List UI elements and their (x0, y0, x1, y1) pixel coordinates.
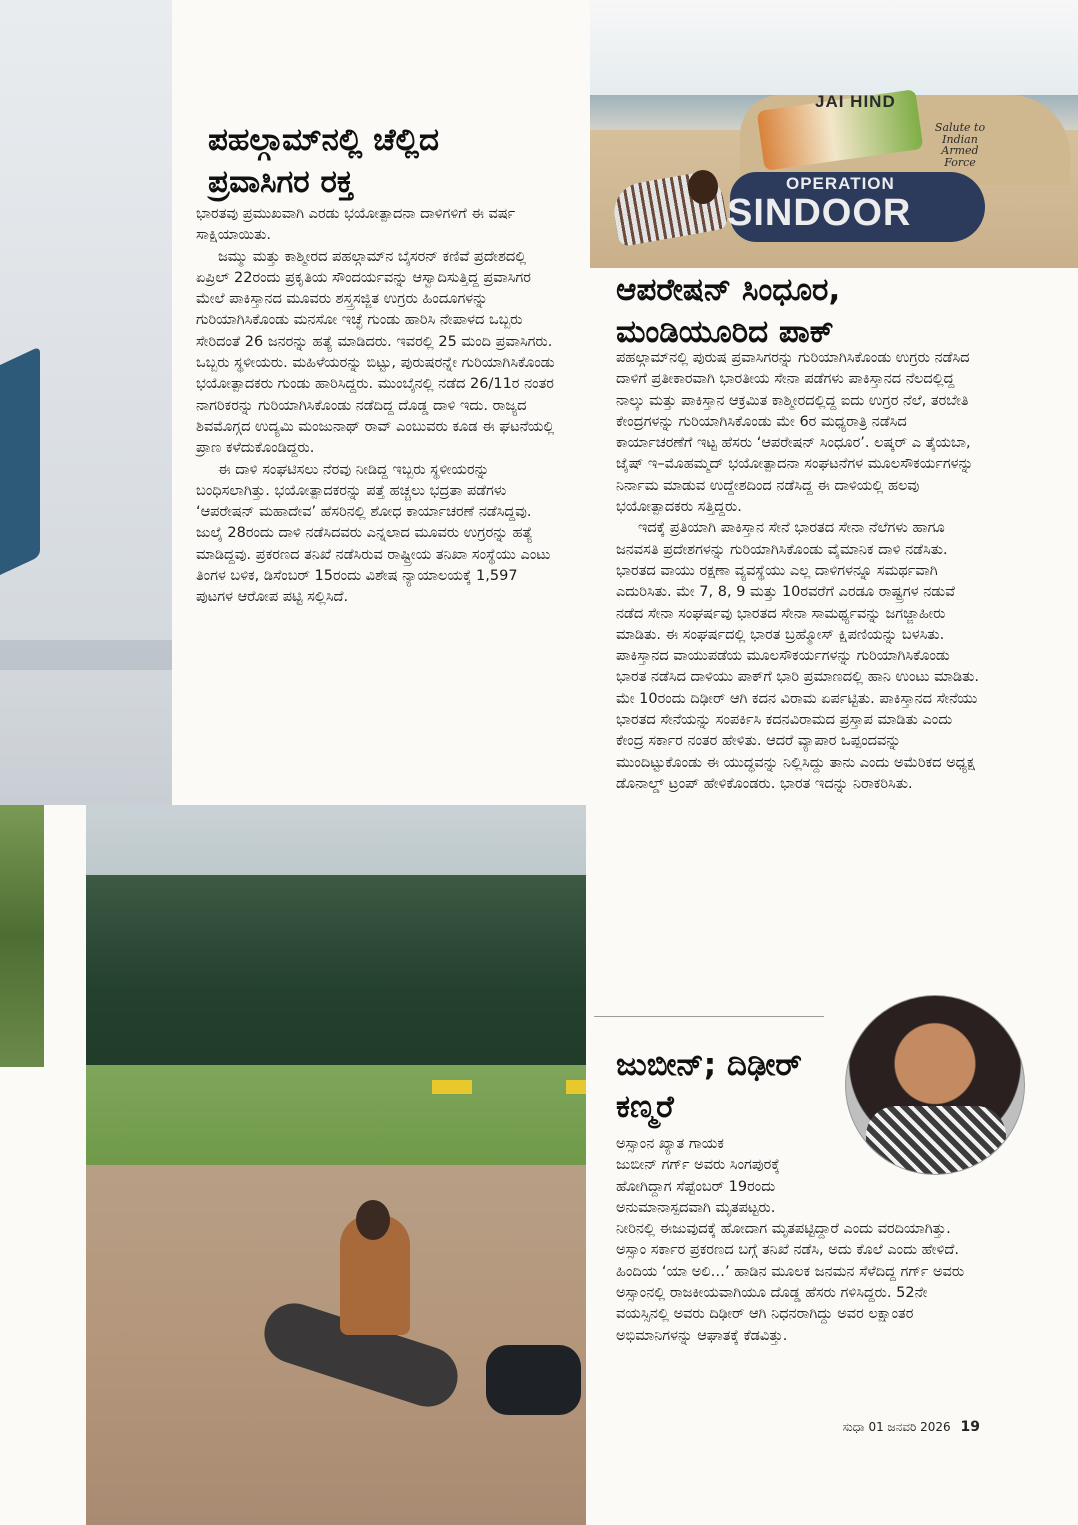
headline-line: ಪಹಲ್ಗಾಮ್‌ನಲ್ಲಿ ಚೆಲ್ಲಿದ (208, 122, 440, 158)
sand-art-salute: Salute to Indian Armed Force (934, 121, 986, 169)
paragraph: ಈ ದಾಳಿ ಸಂಘಟಿಸಲು ನೆರವು ನೀಡಿದ್ದ ಇಬ್ಬರು ಸ್ಥಳೀಯರನ್ನು ಬಂಧಿಸಲಾಗಿತ್ತು. ಭಯೋತ್ಪಾದಕರನ್ನು ಪತ್ತೆ ಹಚ್ಚಲು ಭದ್ರತಾ ಪಡೆಗಳು ‘ಆಪರೇಷನ್ ಮಹಾದೇವ’ ಹೆಸರಿನಲ್ಲಿ ಶೋಧ ಕಾರ್ಯಾಚರಣೆ ನಡೆಸಿದ್ದವು. ಜುಲೈ 28ರಂದು ದಾಳಿ ನಡೆಸಿದವರು ಎನ್ನಲಾದ ಮೂವರು ಉಗ್ರರನ್ನು ಹತ್ಯೆ ಮಾಡಿದ್ದವು. ಪ್ರಕರಣದ ತನಿಖೆ ನಡೆಸಿರುವ ರಾಷ್ಟ್ರೀಯ ತನಿಖಾ ಸಂಸ್ಥೆಯು ಎಂಟು ತಿಂಗಳ ಬಳಿಕ, ಡಿಸೆಂಬರ್ 15ರಂದು ವಿಶೇಷ ನ್ಯಾಯಾಲಯಕ್ಕೆ 1,597 ಪುಟಗಳ ಆರೋಪ ಪಟ್ಟಿ ಸಲ್ಲಿಸಿದೆ. (196, 461, 551, 606)
headline-line: ಆಪರೇಷನ್ ಸಿಂಧೂರ, (616, 272, 841, 308)
operation-sindoor-sand-art-photo (590, 0, 1078, 268)
photo-blue-shape (0, 346, 40, 593)
article-operation-sindoor (616, 270, 1056, 354)
article-zubeen (616, 1045, 836, 1129)
photo-band (0, 640, 172, 670)
yellow-tent (566, 1080, 586, 1094)
pahalgam-valley-photo (86, 805, 586, 1525)
left-trees-photo-fragment (0, 805, 44, 1067)
paragraph: ಭಾರತವು ಪ್ರಮುಖವಾಗಿ ಎರಡು ಭಯೋತ್ಪಾದನಾ ದಾಳಿಗಳಿಗೆ ಈ ವರ್ಷ ಸಾಕ್ಷಿಯಾಯಿತು. (196, 206, 516, 244)
paragraph: ಪಹಲ್ಗಾಮ್‌ನಲ್ಲಿ ಪುರುಷ ಪ್ರವಾಸಿಗರನ್ನು ಗುರಿಯಾಗಿಸಿಕೊಂಡು ಉಗ್ರರು ನಡೆಸಿದ ದಾಳಿಗೆ ಪ್ರತೀಕಾರವಾಗಿ ಭಾರತೀಯ ಸೇನಾ ಪಡೆಗಳು ಪಾಕಿಸ್ತಾನದ ನೆಲದಲ್ಲಿದ್ದ ನಾಲ್ಕು ಮತ್ತು ಪಾಕಿಸ್ತಾನ ಆಕ್ರಮಿತ ಕಾಶ್ಮೀರದಲ್ಲಿದ್ದ ಐದು ಉಗ್ರರ ನೆಲೆ, ತರಬೇತಿ ಕೇಂದ್ರಗಳನ್ನು ಗುರಿಯಾಗಿಸಿಕೊಂಡು ಮೇ 6ರ ಮಧ್ಯರಾತ್ರಿ ನಡೆಸಿದ ಕಾರ್ಯಾಚರಣೆಗೆ ಇಟ್ಟ ಹೆಸರು ‘ಆಪರೇಷನ್ ಸಿಂಧೂರ’. ಲಷ್ಕರ್ ಎ ತೈಯಬಾ, ಜೈಷ್ ಇ–ಮೊಹಮ್ಮದ್ ಭಯೋತ್ಪಾದನಾ ಸಂಘಟನೆಗಳ ಮೂಲಸೌಕರ್ಯಗಳನ್ನು ನಿರ್ನಾಮ ಮಾಡುವ ಉದ್ದೇಶದಿಂದ ನಡೆಸಿದ್ದ ಈ ದಾಳಿಯಲ್ಲಿ ಹಲವು ಭಯೋತ್ಪಾದಕರು ಸತ್ತಿದ್ದರು. (616, 350, 974, 516)
paragraph: ಜಮ್ಮು ಮತ್ತು ಕಾಶ್ಮೀರದ ಪಹಲ್ಗಾಮ್‌ನ ಬೈಸರನ್ ಕಣಿವೆ ಪ್ರದೇಶದಲ್ಲಿ ಏಪ್ರಿಲ್ 22ರಂದು ಪ್ರಕೃತಿಯ ಸೌಂದರ್ಯವನ್ನು ಆಸ್ವಾದಿಸುತ್ತಿದ್ದ ಪ್ರವಾಸಿಗರ ಮೇಲೆ ಪಾಕಿಸ್ತಾನದ ಮೂವರು ಶಸ್ತ್ರಸಜ್ಜಿತ ಉಗ್ರರು ಹಿಂದೂಗಳನ್ನು ಗುರಿಯಾಗಿಸಿಕೊಂಡು ಮನಸೋ ಇಚ್ಛೆ ಗುಂಡು ಹಾರಿಸಿ ನೇಪಾಳದ ಒಬ್ಬರು ಸೇರಿದಂತೆ 26 ಜನರನ್ನು ಹತ್ಯೆ ಮಾಡಿದರು. ಇವರಲ್ಲಿ 25 ಮಂದಿ ಪ್ರವಾಸಿಗರು. ಒಬ್ಬರು ಸ್ಥಳೀಯರು. ಮಹಿಳೆಯರನ್ನು ಬಿಟ್ಟು, ಪುರುಷರನ್ನೇ ಗುರಿಯಾಗಿಸಿಕೊಂಡು ಭಯೋತ್ಪಾದಕರು ಗುಂಡು ಹಾರಿಸಿದ್ದರು. ಮುಂಬೈನಲ್ಲಿ ನಡೆದ 26/11ರ ನಂತರ ನಾಗರಿಕರನ್ನು ಗುರಿಯಾಗಿಸಿಕೊಂಡು ನಡೆದಿದ್ದ ದೊಡ್ಡ ದಾಳಿ ಇದು. ರಾಜ್ಯದ ಶಿವಮೊಗ್ಗದ ಉದ್ಯಮಿ ಮಂಜುನಾಥ್ ರಾವ್ ಎಂಬುವರು ಕೂಡ ಈ ಘಟನೆಯಲ್ಲಿ ಪ್ರಾಣ ಕಳೆದುಕೊಂಡಿದ್ದರು. (196, 248, 555, 457)
article-pahalgam (208, 120, 578, 204)
text-line: ಜುಬೀನ್ ಗರ್ಗ್ ಅವರು ಸಿಂಗಪುರಕ್ಕೆ (616, 1157, 780, 1174)
article-zubeen-body (616, 1134, 982, 1347)
article-headline (616, 270, 1056, 354)
headline-line: ಜುಬೀನ್; ದಿಢೀರ್ (616, 1047, 802, 1083)
left-photo-fragment (0, 0, 172, 805)
headline-line: ಪ್ರವಾಸಿಗರ ರಕ್ತ (208, 163, 354, 200)
page-number: 19 (960, 1419, 980, 1435)
article-operation-sindoor-body (616, 348, 982, 795)
text-line: ಅಸ್ಸಾಂನ ಖ್ಯಾತ ಗಾಯಕ (616, 1136, 724, 1152)
headline-line: ಕಣ್ಮರೆ (616, 1088, 674, 1125)
sand-art-jai-hind: JAI HIND (815, 92, 896, 111)
page-footer (842, 1419, 980, 1435)
sand-art-operation: OPERATION (786, 174, 895, 193)
yellow-tent (432, 1080, 472, 1094)
sand-art-sindoor: SINDOOR (727, 192, 912, 234)
article-headline (616, 1045, 836, 1129)
woman-head (356, 1200, 390, 1240)
paragraph: ಇದಕ್ಕೆ ಪ್ರತಿಯಾಗಿ ಪಾಕಿಸ್ತಾನ ಸೇನೆ ಭಾರತದ ಸೇನಾ ನೆಲೆಗಳು ಹಾಗೂ ಜನವಸತಿ ಪ್ರದೇಶಗಳನ್ನು ಗುರಿಯಾಗಿಸಿಕೊಂಡು ವೈಮಾನಿಕ ದಾಳಿ ನಡೆಸಿತು. ಭಾರತದ ವಾಯು ರಕ್ಷಣಾ ವ್ಯವಸ್ಥೆಯು ಎಲ್ಲ ದಾಳಿಗಳನ್ನೂ ಸಮರ್ಥವಾಗಿ ಎದುರಿಸಿತು. ಮೇ 7, 8, 9 ಮತ್ತು 10ರವರೆಗೆ ಎರಡೂ ರಾಷ್ಟ್ರಗಳ ನಡುವೆ ನಡೆದ ಸೇನಾ ಸಂಘರ್ಷವು ಭಾರತದ ಸೇನಾ ಸಾಮರ್ಥ್ಯವನ್ನು ಜಗಜ್ಜಾಹೀರು ಮಾಡಿತು. ಈ ಸಂಘರ್ಷದಲ್ಲಿ ಭಾರತ ಬ್ರಹ್ಮೋಸ್ ಕ್ಷಿಪಣಿಯನ್ನು ಬಳಸಿತು. ಪಾಕಿಸ್ತಾನದ ವಾಯುಪಡೆಯ ಮೂಲಸೌಕರ್ಯಗಳನ್ನು ಗುರಿಯಾಗಿಸಿಕೊಂಡು ಭಾರತ ನಡೆಸಿದ ದಾಳಿಯು ಪಾಕ್‌ಗೆ ಭಾರಿ ಪ್ರಮಾಣದಲ್ಲಿ ಹಾನಿ ಉಂಟು ಮಾಡಿತು. ಮೇ 10ರಂದು ದಿಢೀರ್ ಆಗಿ ಕದನ ವಿರಾಮ ಏರ್ಪಟ್ಟಿತು. ಪಾಕಿಸ್ತಾನದ ಸೇನೆಯು ಭಾರತದ ಸೇನೆಯನ್ನು ಸಂಪರ್ಕಿಸಿ ಕದನವಿರಾಮದ ಪ್ರಸ್ತಾಪ ಮಾಡಿತು ಎಂದು ಕೇಂದ್ರ ಸರ್ಕಾರ ನಂತರ ಹೇಳಿತು. ಆದರೆ ವ್ಯಾಪಾರ ಒಪ್ಪಂದವನ್ನು ಮುಂದಿಟ್ಟುಕೊಂಡು ಈ ಯುದ್ಧವನ್ನು ನಿಲ್ಲಿಸಿದ್ದು ತಾನು ಎಂದು ಅಮೆರಿಕದ ಅಧ್ಯಕ್ಷ ಡೊನಾಲ್ಡ್ ಟ್ರಂಪ್ ಹೇಳಿಕೊಂಡರು. ಭಾರತ ಇದನ್ನು ನಿರಾಕರಿಸಿತು. (616, 520, 980, 792)
article-pahalgam-body (196, 204, 558, 609)
sand-artist-head (688, 170, 718, 204)
publication-name-date: ಸುಧಾ 01 ಜನವರಿ 2026 (842, 1420, 951, 1434)
backpack (486, 1345, 581, 1415)
headline-line: ಮಂಡಿಯೂರಿದ ಪಾಕ್ (616, 313, 834, 350)
article-headline (208, 120, 578, 204)
section-divider (594, 1016, 824, 1017)
paragraph: ನೀರಿನಲ್ಲಿ ಈಜುವುದಕ್ಕೆ ಹೋದಾಗ ಮೃತಪಟ್ಟಿದ್ದಾರೆ ಎಂದು ವರದಿಯಾಗಿತ್ತು. ಅಸ್ಸಾಂ ಸರ್ಕಾರ ಪ್ರಕರಣದ ಬಗ್ಗೆ ತನಿಖೆ ನಡೆಸಿ, ಅದು ಕೊಲೆ ಎಂದು ಹೇಳಿದೆ. ಹಿಂದಿಯ ‘ಯಾ ಅಲಿ…’ ಹಾಡಿನ ಮೂಲಕ ಜನಮನ ಸೆಳೆದಿದ್ದ ಗರ್ಗ್ ಅವರು ಅಸ್ಸಾಂನಲ್ಲಿ ರಾಜಕೀಯವಾಗಿಯೂ ದೊಡ್ಡ ಹೆಸರು ಗಳಿಸಿದ್ದರು. 52ನೇ ವಯಸ್ಸಿನಲ್ಲಿ ಅವರು ದಿಢೀರ್ ಆಗಿ ನಿಧನರಾಗಿದ್ದು ಅವರ ಲಕ್ಷಾಂತರ ಅಭಿಮಾನಿಗಳನ್ನು ಆಘಾತಕ್ಕೆ ಕೆಡವಿತ್ತು. (616, 1221, 965, 1344)
text-line: ಹೋಗಿದ್ದಾಗ ಸೆಪ್ಟೆಂಬರ್ 19ರಂದು (616, 1178, 776, 1195)
text-line: ಅನುಮಾನಾಸ್ಪದವಾಗಿ ಮೃತಪಟ್ಟರು. (616, 1199, 776, 1216)
